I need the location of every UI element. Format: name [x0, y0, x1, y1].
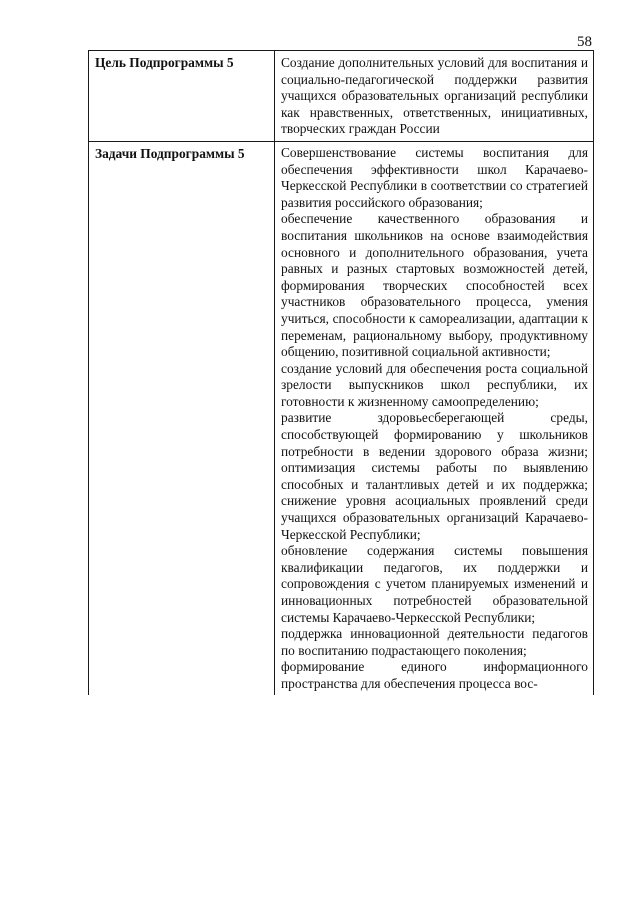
goal-label: Цель Подпрограммы 5: [89, 51, 275, 142]
program-table: [88, 50, 594, 695]
task-item: формирование единого информационного пространства для обеспечения процесса вос-: [281, 659, 588, 691]
task-item: обеспечение качественного образования и воспитания школьников на основе взаимодействия основного и дополнительного образования, учета равных и разных стартовых возможностей детей, формирования творческих способностей всех участников образовательного процесса, умения учиться, способности к самореализации, адаптации к переменам, рациональному выбору, продуктивному общению, позитивной социальной активности;: [281, 211, 588, 360]
tasks-label: Задачи Подпрограммы 5: [89, 141, 275, 694]
task-item: обновление содержания системы повышения квалификации педагогов, их поддержки и сопровождения с учетом планируемых изменений и инновационных потребностей образовательной системы Карачаево-Черкесской Республики;: [281, 543, 588, 625]
goal-text: Создание дополнительных условий для воспитания и социально-педагогической поддержки развития учащихся образовательных организаций республики как нравственных, ответственных, инициативных, творческих граждан России: [275, 51, 594, 142]
task-item: развитие здоровьесберегающей среды, способствующей формированию у школьников потребности в ведении здорового образа жизни; оптимизация системы работы по выявлению способных и талантливых детей и их поддержка; снижение уровня асоциальных проявлений среди учащихся образовательных организаций Карачаево-Черкесской Республики;: [281, 410, 588, 542]
task-item: создание условий для обеспечения роста социальной зрелости выпускников школ республики, их готовности к жизненному самоопределению;: [281, 360, 588, 409]
table-row-goal: [89, 51, 594, 142]
table-row-tasks: [89, 141, 594, 694]
task-item: Совершенствование системы воспитания для обеспечения эффективности школ Карачаево-Черкесской Республики в соответствии со стратегией развития российского образования;: [281, 144, 588, 210]
tasks-content: [275, 141, 594, 694]
page-number: 58: [577, 34, 592, 50]
task-item: поддержка инновационной деятельности педагогов по воспитанию подрастающего поколения;: [281, 626, 588, 658]
